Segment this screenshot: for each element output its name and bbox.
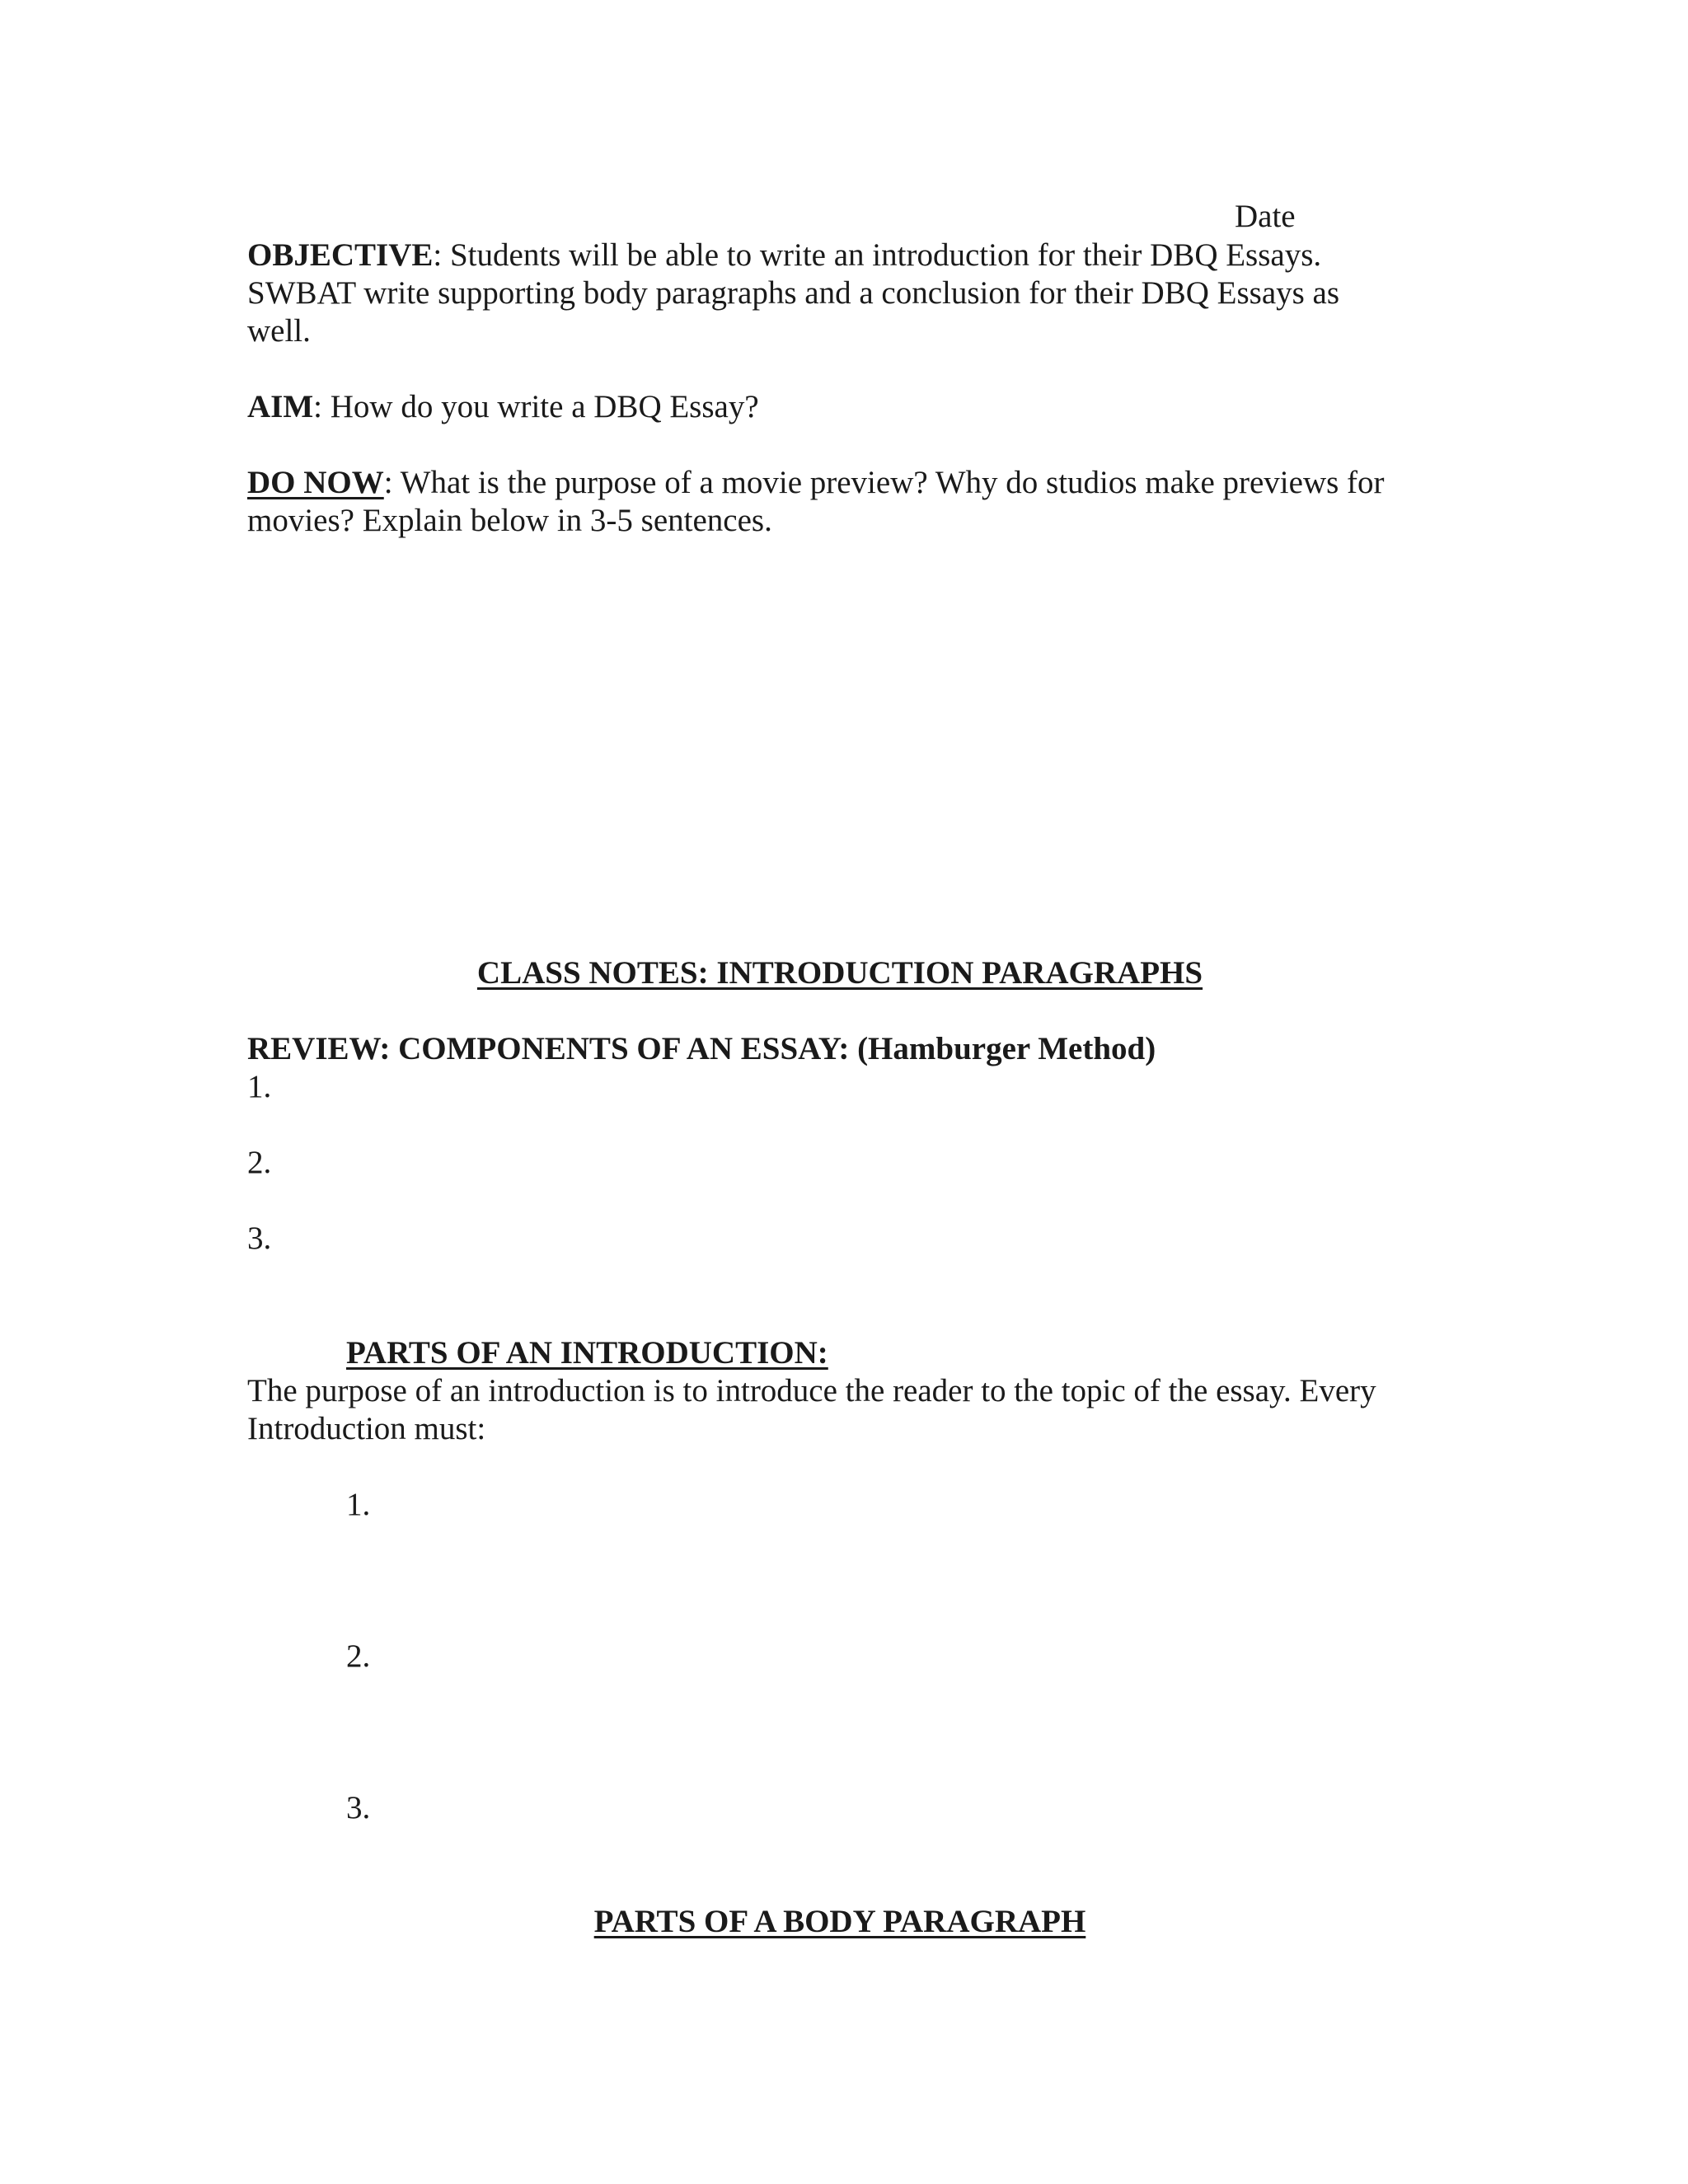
body-paragraph-heading: PARTS OF A BODY PARAGRAPH [593,1904,1086,1939]
intro-item-3: 3. [346,1790,371,1825]
objective-line-2: SWBAT write supporting body paragraphs and a conclusion for their DBQ Essays as [247,275,1340,311]
review-heading: REVIEW: COMPONENTS OF AN ESSAY: (Hamburger Method) [247,1031,1156,1066]
review-item-1: 1. [247,1069,272,1104]
objective-line-3: well. [247,313,311,349]
intro-item-1: 1. [346,1487,371,1522]
do-now-line-2: movies? Explain below in 3-5 sentences. [247,503,772,538]
do-now-label: DO NOW [247,465,384,500]
intro-heading: PARTS OF AN INTRODUCTION: [346,1335,828,1371]
objective-text-1: : Students will be able to write an introduction for their DBQ Essays. [433,237,1322,273]
intro-text-line-1: The purpose of an introduction is to introduce the reader to the topic of the essay. Every [247,1373,1376,1408]
objective-line-1 [247,237,1321,274]
review-item-3: 3. [247,1221,272,1256]
date-label: Date [1235,199,1296,234]
aim-line [247,388,759,426]
aim-label: AIM [247,389,314,424]
do-now-line-1 [247,464,1385,502]
intro-item-2: 2. [346,1638,371,1674]
intro-text-line-2: Introduction must: [247,1411,486,1446]
do-now-text-1: : What is the purpose of a movie preview? Why do studios make previews for [383,465,1385,500]
review-item-2: 2. [247,1145,272,1180]
aim-text: : How do you write a DBQ Essay? [313,389,759,424]
class-notes-heading: CLASS NOTES: INTRODUCTION PARAGRAPHS [476,955,1203,991]
objective-label: OBJECTIVE [247,237,434,273]
